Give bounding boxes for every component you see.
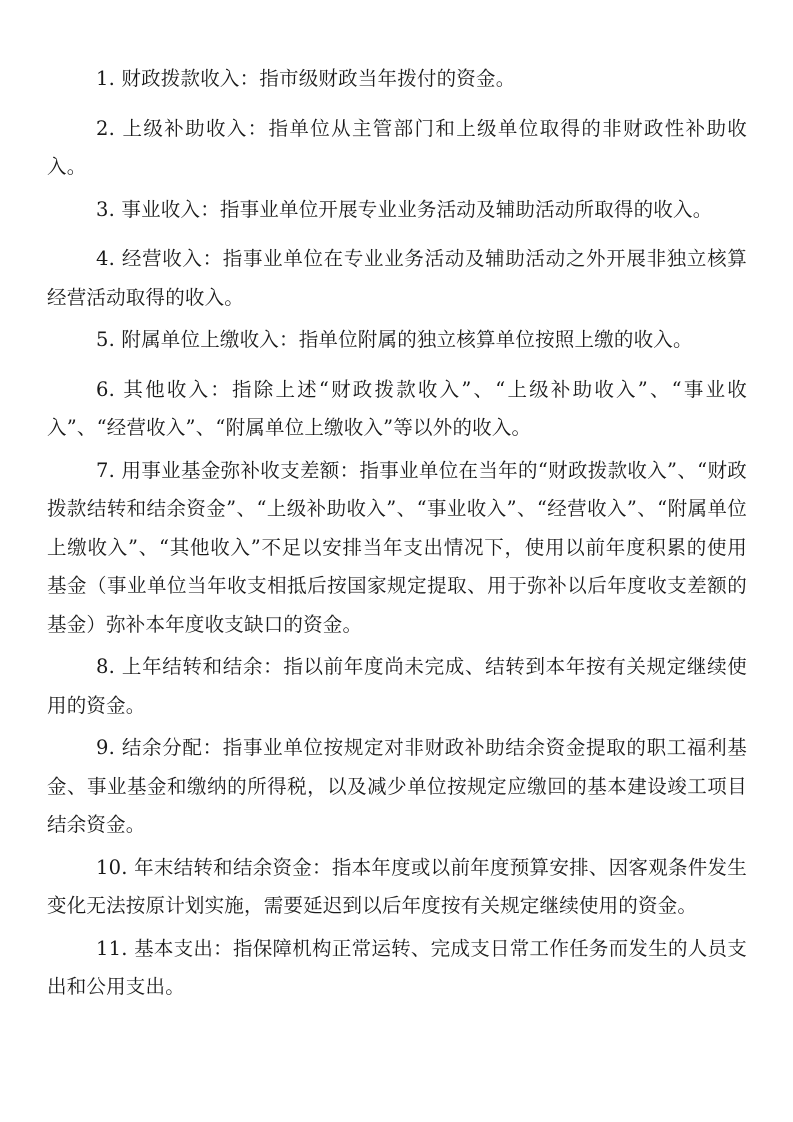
definition-item-8: 8. 上年结转和结余：指以前年度尚未完成、结转到本年按有关规定继续使用的资金。 <box>47 655 747 717</box>
definition-item-4: 4. 经营收入：指事业单位在专业业务活动及辅助活动之外开展非独立核算经营活动取得的收入。 <box>47 247 747 309</box>
definition-item-9: 9. 结余分配：指事业单位按规定对非财政补助结余资金提取的职工福利基金、事业基金和缴纳的所得税，以及减少单位按规定应缴回的基本建设竣工项目结余资金。 <box>47 736 747 836</box>
definition-item-5: 5. 附属单位上缴收入：指单位附属的独立核算单位按照上缴的收入。 <box>96 328 693 351</box>
definition-item-6: 6. 其他收入：指除上述“财政拨款收入”、“上级补助收入”、“事业收入”、“经营收入”、“附属单位上缴收入”等以外的收入。 <box>47 377 747 439</box>
definition-item-2: 2. 上级补助收入：指单位从主管部门和上级单位取得的非财政性补助收入。 <box>47 116 747 178</box>
definition-item-11: 11. 基本支出：指保障机构正常运转、完成支日常工作任务而发生的人员支出和公用支出。 <box>47 936 747 998</box>
definition-item-1: 1. 财政拨款收入：指市级财政当年拨付的资金。 <box>96 67 516 90</box>
definition-item-3: 3. 事业收入：指事业单位开展专业业务活动及辅助活动所取得的收入。 <box>96 197 713 221</box>
definition-item-7: 7. 用事业基金弥补收支差额：指事业单位在当年的“财政拨款收入”、“财政拨款结转和结余资金”、“上级补助收入”、“事业收入”、“经营收入”、“附属单位上缴收入”、“其他收入”不足以安排当年支出情况下，使用以前年度积累的使用基金（事业单位当年收支相抵后按国家规定提取、用于弥补以后年度收支差额的基金）弥补本年度收支缺口的资金。 <box>47 458 747 636</box>
definition-item-10: 10. 年末结转和结余资金：指本年度或以前年度预算安排、因客观条件发生变化无法按原计划实施，需要延迟到以后年度按有关规定继续使用的资金。 <box>47 855 747 917</box>
document-page <box>47 60 747 1011</box>
